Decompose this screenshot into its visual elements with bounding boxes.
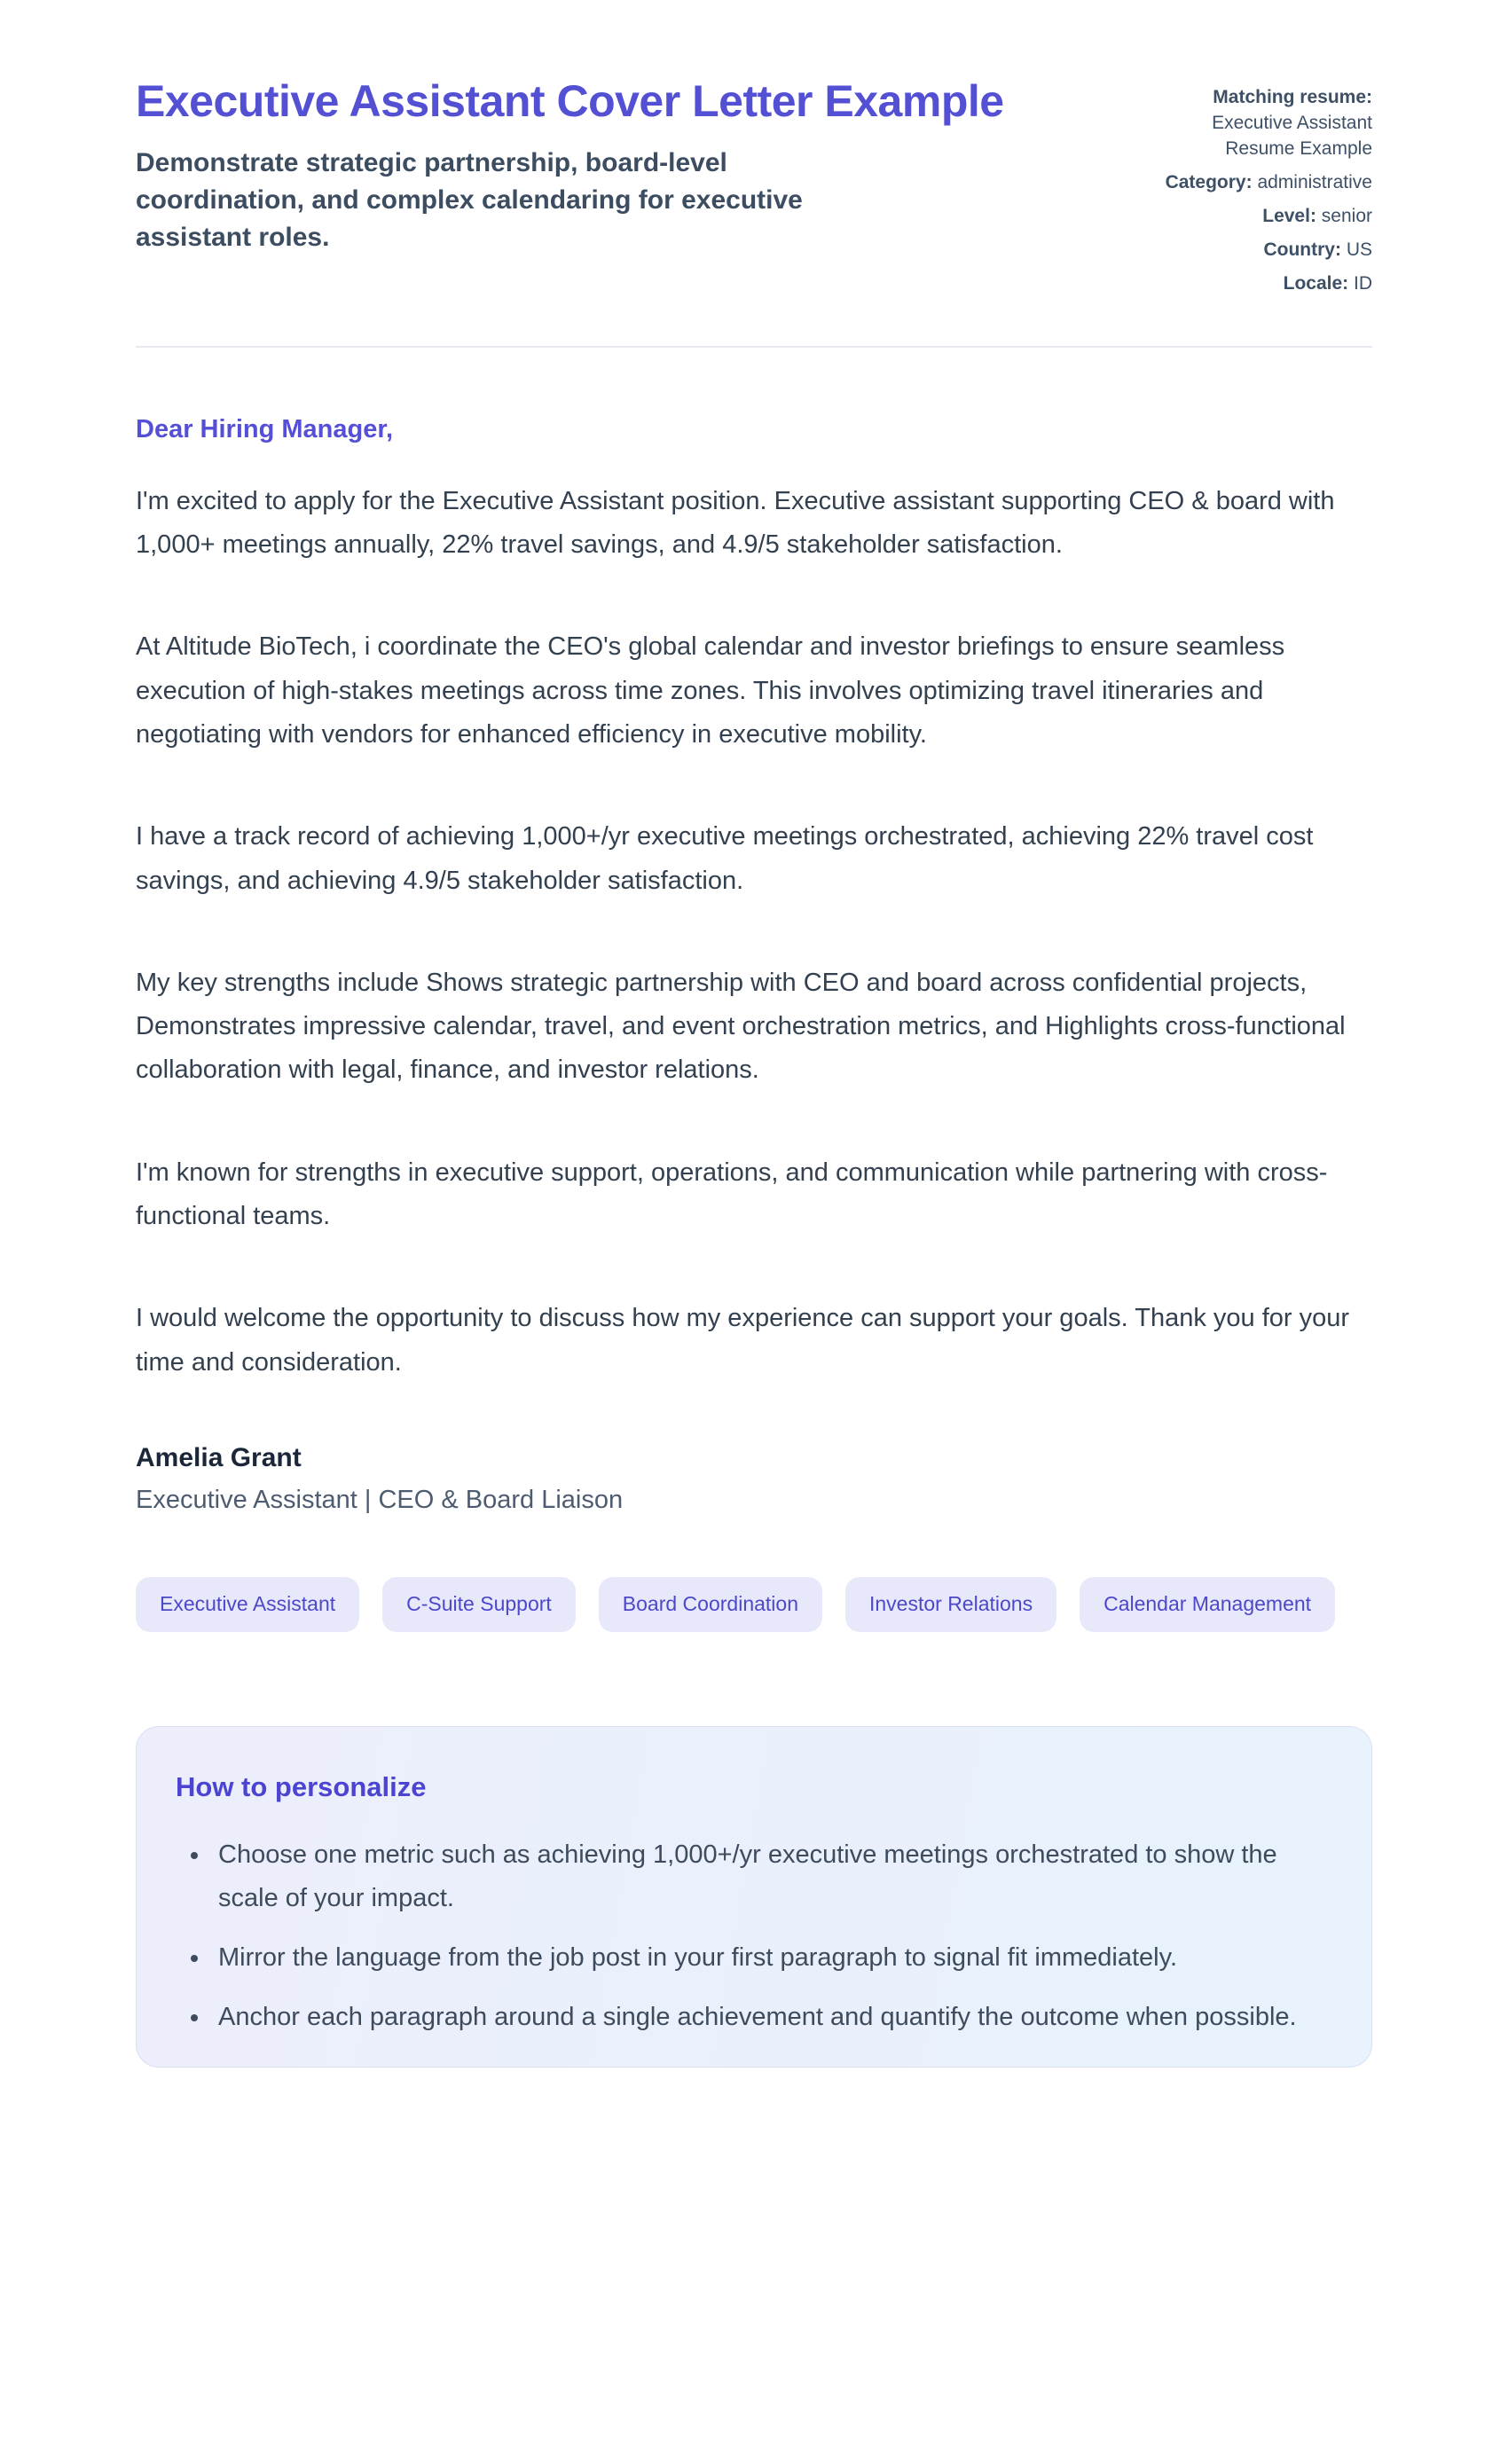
meta-value: ID <box>1354 272 1372 294</box>
meta-label: Category: <box>1165 171 1253 192</box>
resume-meta-panel <box>1151 73 1372 305</box>
tag-list <box>136 1577 1372 1632</box>
tag-chip[interactable]: Board Coordination <box>599 1577 822 1632</box>
header-title-block <box>136 73 1049 305</box>
salutation: Dear Hiring Manager, <box>136 414 394 443</box>
tip-bullet: • Mirror the language from the job post in your first paragraph to signal fit immediately. <box>211 1936 1322 1980</box>
meta-label: Matching resume: <box>1213 87 1372 107</box>
signature-role: Executive Assistant | CEO & Board Liaison <box>136 1485 624 1514</box>
signature-name: Amelia Grant <box>136 1442 302 1472</box>
letter-paragraph: I would welcome the opportunity to discuss how my experience can support your goals. Thank you for your time and consideration. <box>136 1304 1350 1377</box>
meta-value: senior <box>1321 205 1372 226</box>
tip-bullet: • Anchor each paragraph around a single achievement and quantify the outcome when possible. <box>211 1996 1322 2039</box>
tip-box-heading: How to personalize <box>176 1770 427 1802</box>
meta-item <box>1151 85 1372 162</box>
tag-chip[interactable]: C-Suite Support <box>382 1577 576 1632</box>
header-divider <box>136 346 1372 348</box>
how-to-personalize-box <box>136 1726 1372 2068</box>
meta-label: Country: <box>1263 239 1341 260</box>
letter-paragraphs <box>136 480 1372 1385</box>
letter-paragraph: I have a track record of achieving 1,000+/yr executive meetings orchestrated, achieving 22% travel cost savings, and achieving 4.9/5 stakeholder satisfaction. <box>136 822 1314 895</box>
meta-label: Locale: <box>1283 272 1349 294</box>
meta-item <box>1151 204 1372 230</box>
tip-bullet: • Choose one metric such as achieving 1,000+/yr executive meetings orchestrated to show the scale of your impact. <box>211 1833 1322 1921</box>
letter-paragraph: I'm excited to apply for the Executive Assistant position. Executive assistant supporting CEO & board with 1,000+ meetings annually, 22% travel savings, and 4.9/5 stakeholder satisfaction. <box>136 486 1335 560</box>
header <box>136 0 1372 305</box>
letter-paragraph: I'm known for strengths in executive support, operations, and communication while partnering with cross-functional teams. <box>136 1157 1328 1231</box>
meta-item <box>1151 238 1372 263</box>
tag-chip[interactable]: Calendar Management <box>1080 1577 1335 1632</box>
tip-list <box>176 1833 1322 2040</box>
meta-label: Level: <box>1262 205 1316 226</box>
letter-paragraph: My key strengths include Shows strategic partnership with CEO and board across confidential projects, Demonstrates impressive calendar, travel, and event orchestration metrics, and Highlights cross-functional collaboration with legal, finance, and investor relations. <box>136 968 1346 1085</box>
meta-value: US <box>1346 239 1372 260</box>
letter-paragraph: At Altitude BioTech, i coordinate the CEO's global calendar and investor briefings to ensure seamless execution of high-stakes meetings across time zones. This involves optimizing travel itineraries and negotiating with vendors for enhanced efficiency in executive mobility. <box>136 632 1285 749</box>
meta-item <box>1151 271 1372 297</box>
tag-chip[interactable]: Investor Relations <box>845 1577 1056 1632</box>
cover-letter-body <box>136 415 1372 1515</box>
meta-value: Executive Assistant Resume Example <box>1212 112 1372 159</box>
meta-value: administrative <box>1257 171 1372 192</box>
page-title: Executive Assistant Cover Letter Example <box>136 76 1004 126</box>
page-subtitle: Demonstrate strategic partnership, board-level coordination, and complex calendaring for executive assistant roles. <box>136 148 803 252</box>
tag-chip[interactable]: Executive Assistant <box>136 1577 359 1632</box>
meta-item <box>1151 170 1372 196</box>
